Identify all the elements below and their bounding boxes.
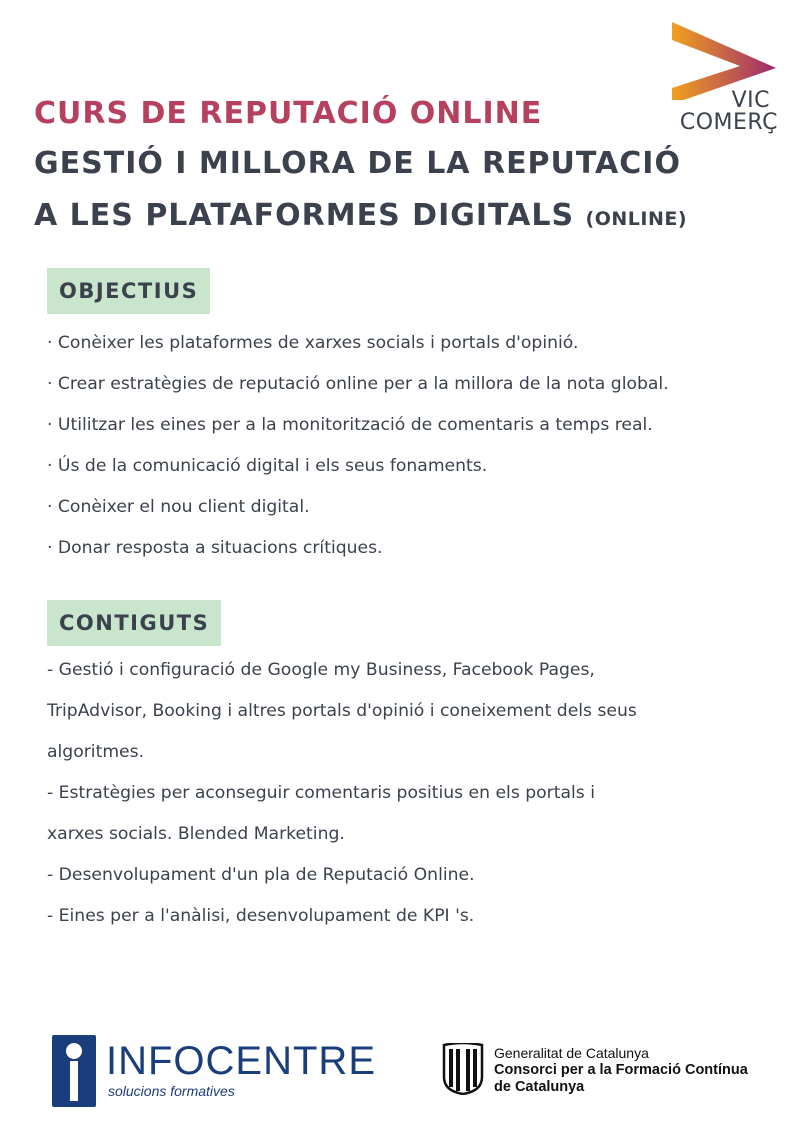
content-line: - Gestió i configuració de Google my Business, Facebook Pages,	[47, 660, 595, 680]
infocentre-logo	[52, 1035, 376, 1110]
content-line: - Eines per a l'anàlisi, desenvolupament de KPI 's.	[47, 906, 475, 926]
objective-item: · Utilitzar les eines per a la monitorització de comentaris a temps real.	[47, 415, 653, 435]
content-line: - Estratègies per aconseguir comentaris positius en els portals i	[47, 783, 595, 803]
vic-comerc-logo	[668, 20, 780, 140]
contents-list	[47, 650, 767, 937]
course-subtitle-line2	[34, 198, 687, 233]
infocentre-logo-mark	[52, 1035, 96, 1107]
online-tag: (ONLINE)	[585, 208, 688, 230]
infocentre-name: INFOCENTRE	[106, 1039, 376, 1083]
course-subtitle-text: A LES PLATAFORMES DIGITALS	[34, 198, 575, 233]
objective-item: · Donar resposta a situacions crítiques.	[47, 538, 383, 558]
objective-item: · Conèixer el nou client digital.	[47, 497, 310, 517]
objectives-heading: OBJECTIUS	[47, 268, 210, 314]
content-line: algoritmes.	[47, 742, 145, 762]
infocentre-tagline: solucions formatives	[108, 1083, 235, 1099]
content-line: - Desenvolupament d'un pla de Reputació Online.	[47, 865, 475, 885]
vic-logo-line1: VIC	[731, 88, 770, 113]
course-subtitle-line1: GESTIÓ I MILLORA DE LA REPUTACIÓ	[34, 146, 681, 181]
vic-logo-line2: COMERÇ	[679, 110, 778, 135]
contents-heading: CONTIGUTS	[47, 600, 221, 646]
objectives-list	[47, 323, 792, 569]
objective-item: · Ús de la comunicació digital i els seus fonaments.	[47, 456, 488, 476]
generalitat-emblem-icon	[440, 1043, 486, 1095]
content-line: TripAdvisor, Booking i altres portals d'opinió i coneixement dels seus	[47, 701, 637, 721]
content-line: xarxes socials. Blended Marketing.	[47, 824, 345, 844]
objective-item: · Conèixer les plataformes de xarxes socials i portals d'opinió.	[47, 333, 579, 353]
generalitat-line1: Generalitat de Catalunya	[494, 1045, 649, 1061]
generalitat-logo	[440, 1043, 780, 1099]
infocentre-i-icon	[52, 1035, 96, 1107]
generalitat-line2: Consorci per a la Formació Contínua	[494, 1062, 748, 1078]
objective-item: · Crear estratègies de reputació online per a la millora de la nota global.	[47, 374, 669, 394]
generalitat-line3: de Catalunya	[494, 1079, 585, 1095]
course-title: CURS DE REPUTACIÓ ONLINE	[34, 96, 543, 131]
